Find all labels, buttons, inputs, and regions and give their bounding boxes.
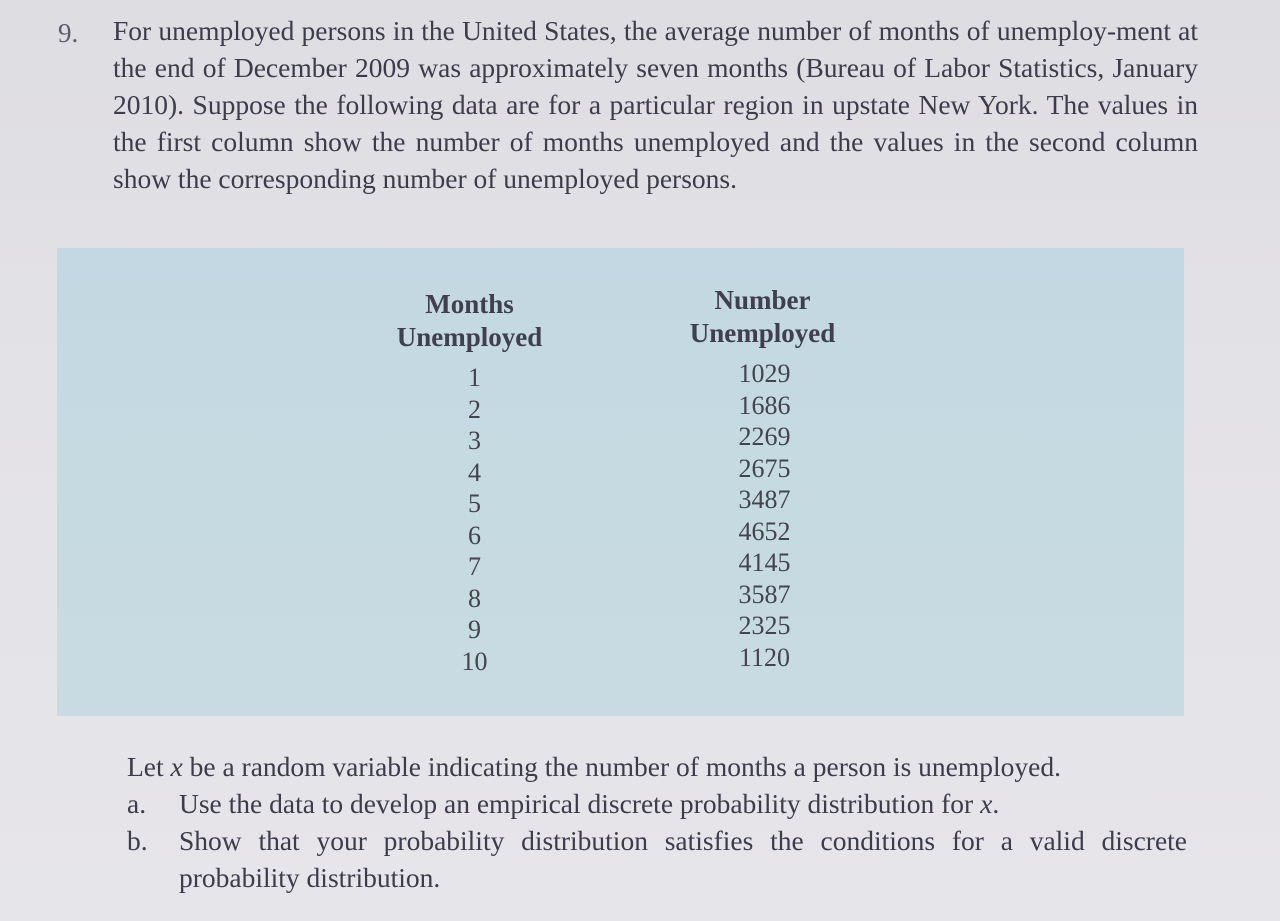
- months-header-line2: Unemployed: [396, 322, 543, 352]
- number-column: [670, 284, 855, 673]
- months-cell: 8: [468, 583, 481, 613]
- count-cell: 2269: [738, 422, 791, 451]
- months-header-line1: Months: [425, 289, 514, 319]
- months-cell: 4: [468, 457, 481, 487]
- number-values: [670, 358, 855, 673]
- part-a-variable: x: [980, 788, 993, 819]
- count-cell: 2325: [738, 611, 791, 640]
- number-header-line2: Unemployed: [689, 318, 836, 348]
- months-cell: 10: [461, 646, 488, 676]
- months-values: [377, 362, 562, 677]
- count-cell: 1120: [738, 642, 791, 672]
- months-column: [377, 288, 562, 677]
- count-cell: 4145: [738, 548, 791, 577]
- lead-variable: x: [170, 751, 183, 782]
- months-cell: 3: [468, 426, 481, 455]
- number-column-header: [670, 284, 855, 350]
- count-cell: 4652: [738, 516, 791, 546]
- months-cell: 2: [468, 394, 481, 424]
- part-a-suffix: .: [992, 788, 1000, 819]
- months-cell: 9: [468, 615, 481, 644]
- count-cell: 1686: [738, 390, 791, 420]
- data-table-panel: [57, 248, 1184, 716]
- months-cell: 7: [468, 552, 481, 581]
- months-cell: 1: [468, 363, 481, 392]
- months-column-header: [377, 288, 562, 354]
- part-a: [127, 785, 1187, 822]
- part-a-prefix: Use the data to develop an empirical discrete probability distribution for: [179, 788, 981, 819]
- question-lead: [127, 748, 1187, 785]
- lead-suffix: be a random variable indicating the number of months a person is unemployed.: [182, 751, 1061, 782]
- part-a-text: [179, 785, 1187, 822]
- count-cell: 3587: [738, 579, 791, 609]
- problem-number: 9.: [58, 18, 79, 48]
- problem-intro-text: For unemployed persons in the United States, the average number of months of unemploy-ment at the end of December 2009 was approximately seven months (Bureau of Labor Statistics, January 2010). Suppose the following data are for a particular region in upstate New York. The values in the first column show the number of months unemployed and the values in the second column show the corresponding number of unemployed persons.: [113, 15, 1198, 194]
- count-cell: 2675: [738, 453, 791, 483]
- part-b-text: Show that your probability distribution satisfies the conditions for a valid discrete probability distribution.: [179, 825, 1187, 893]
- count-cell: 3487: [738, 485, 791, 514]
- part-b-letter: b.: [127, 825, 148, 856]
- question-block: [127, 748, 1187, 896]
- count-cell: 1029: [738, 359, 791, 388]
- part-a-letter: a.: [127, 788, 147, 819]
- part-b: [127, 822, 1187, 896]
- months-cell: 6: [468, 520, 481, 550]
- number-header-line1: Number: [714, 285, 811, 315]
- months-cell: 5: [468, 489, 481, 518]
- lead-prefix: Let: [127, 751, 171, 782]
